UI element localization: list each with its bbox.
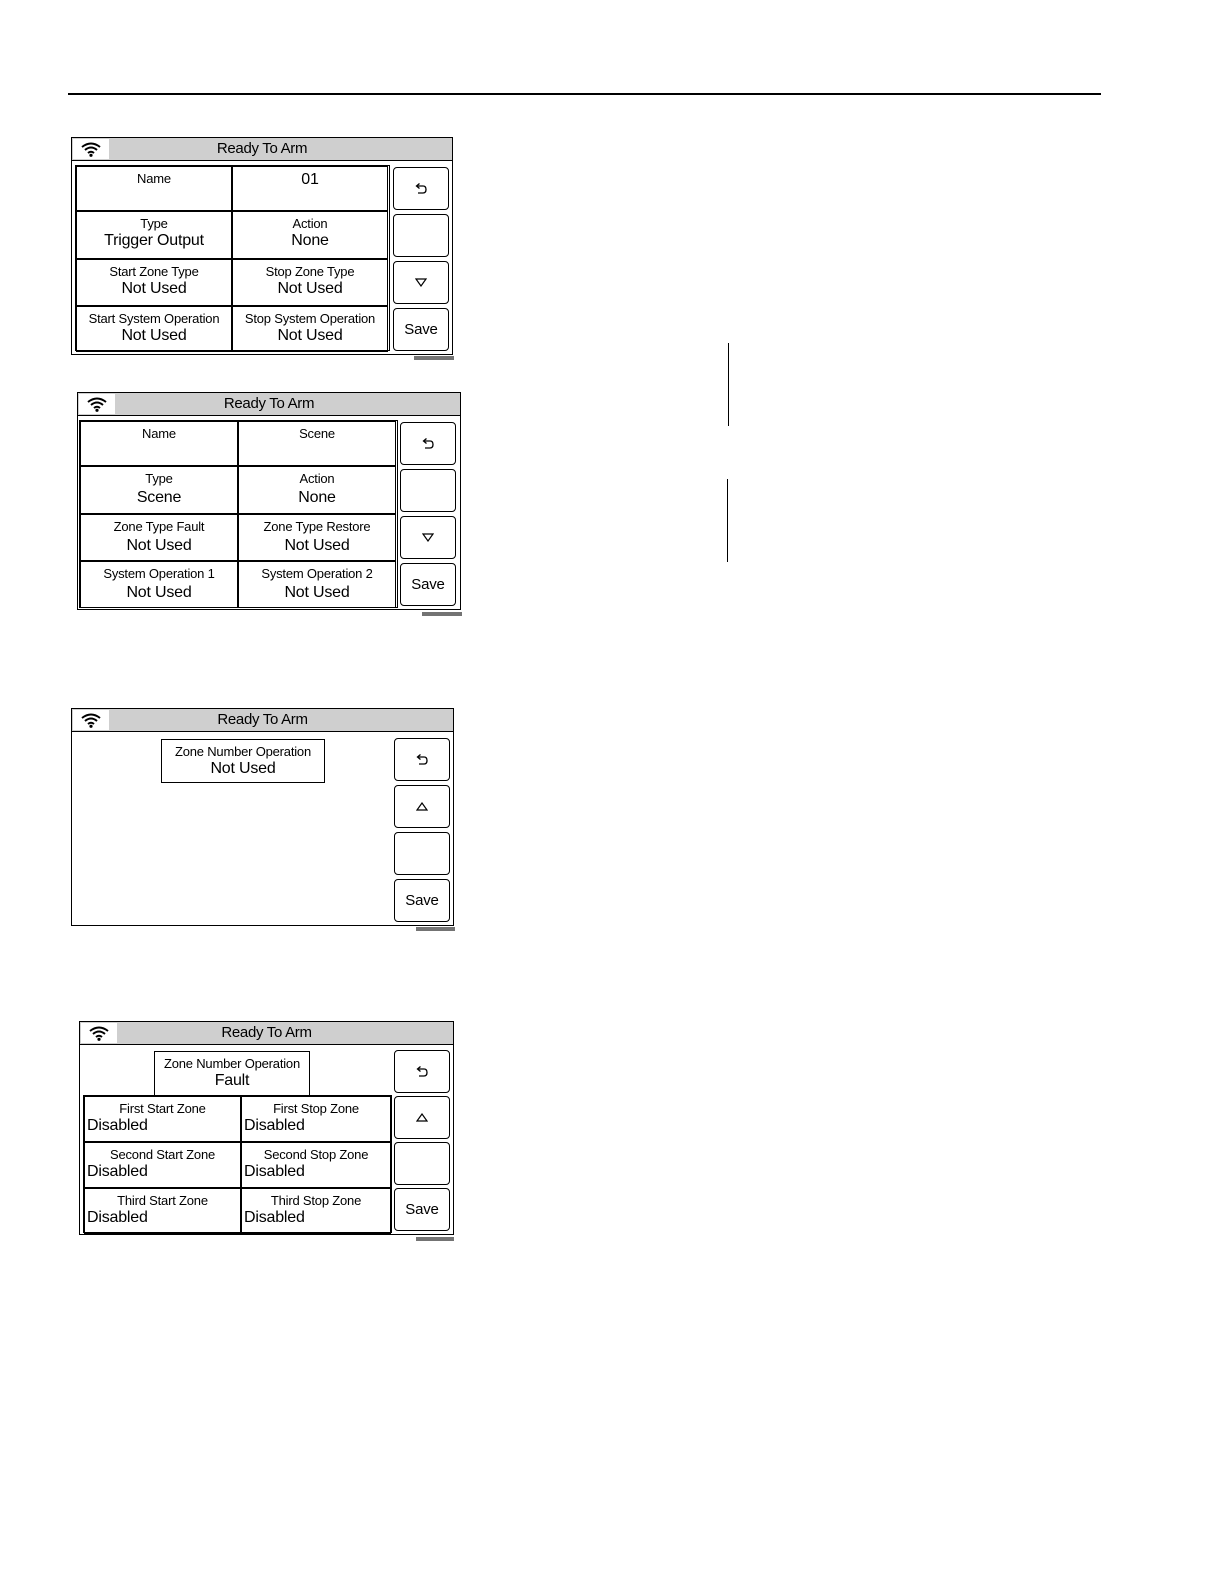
third-stop-zone-field[interactable]: Third Stop Zone Disabled [241, 1188, 391, 1234]
action-field[interactable]: Action None [238, 466, 396, 514]
keypad-screen-trigger-output [71, 137, 453, 355]
stop-system-operation-field[interactable]: Stop System Operation Not Used [232, 306, 388, 352]
save-button[interactable]: Save [400, 563, 456, 606]
save-button[interactable]: Save [393, 308, 449, 351]
scroll-down-button[interactable] [400, 516, 456, 559]
second-start-zone-field[interactable]: Second Start Zone Disabled [84, 1142, 241, 1188]
zone-number-operation-field[interactable]: Zone Number Operation Not Used [161, 739, 325, 783]
name-value-field[interactable]: 01 [232, 166, 388, 211]
zone-number-operation-field[interactable]: Zone Number Operation Fault [154, 1051, 310, 1095]
back-arrow-icon [421, 438, 435, 450]
type-field[interactable]: Type Scene [80, 466, 238, 514]
triangle-up-icon [416, 1113, 428, 1122]
back-button[interactable] [400, 422, 456, 465]
action-field[interactable]: Action None [232, 211, 388, 259]
figure-id-mark [414, 356, 454, 360]
back-arrow-icon [414, 183, 428, 195]
page-title: Ready To Arm [216, 140, 308, 157]
start-zone-type-field[interactable]: Start Zone Type Not Used [76, 259, 232, 306]
scroll-down-button[interactable] [393, 261, 449, 304]
blank-button[interactable] [394, 832, 450, 875]
triangle-down-icon [415, 278, 427, 287]
blank-button[interactable] [394, 1142, 450, 1185]
keypad-screen-zone-fault [79, 1021, 454, 1235]
name-value-field[interactable]: Scene [238, 421, 396, 466]
settings-grid [75, 165, 390, 351]
zone-settings-grid [83, 1095, 392, 1233]
blank-button[interactable] [393, 214, 449, 257]
back-button[interactable] [394, 738, 450, 781]
status-bar [80, 1022, 453, 1045]
back-button[interactable] [393, 167, 449, 210]
system-operation-2-field[interactable]: System Operation 2 Not Used [238, 561, 396, 608]
save-button[interactable]: Save [394, 879, 450, 922]
first-start-zone-field[interactable]: First Start Zone Disabled [84, 1096, 241, 1142]
change-bar [727, 479, 728, 562]
type-field[interactable]: Type Trigger Output [76, 211, 232, 259]
system-operation-1-field[interactable]: System Operation 1 Not Used [80, 561, 238, 608]
triangle-down-icon [422, 533, 434, 542]
save-button[interactable]: Save [394, 1188, 450, 1231]
status-bar [72, 138, 452, 161]
zone-type-restore-field[interactable]: Zone Type Restore Not Used [238, 514, 396, 561]
page-title: Ready To Arm [217, 711, 308, 728]
status-bar [78, 393, 460, 416]
scroll-up-button[interactable] [394, 1096, 450, 1139]
figure-id-mark [416, 1237, 454, 1241]
status-bar [72, 709, 453, 732]
zone-type-fault-field[interactable]: Zone Type Fault Not Used [80, 514, 238, 561]
back-button[interactable] [394, 1050, 450, 1093]
keypad-screen-scene [77, 392, 461, 610]
triangle-up-icon [416, 802, 428, 811]
page-title: Ready To Arm [221, 1024, 312, 1041]
name-field[interactable]: Name [76, 166, 232, 211]
start-system-operation-field[interactable]: Start System Operation Not Used [76, 306, 232, 352]
figure-id-mark [422, 612, 462, 616]
change-bar [728, 343, 729, 426]
back-arrow-icon [415, 1066, 429, 1078]
third-start-zone-field[interactable]: Third Start Zone Disabled [84, 1188, 241, 1234]
settings-grid [79, 420, 398, 608]
back-arrow-icon [415, 754, 429, 766]
name-field[interactable]: Name [80, 421, 238, 466]
first-stop-zone-field[interactable]: First Stop Zone Disabled [241, 1096, 391, 1142]
keypad-screen-zone-operation [71, 708, 454, 926]
scroll-up-button[interactable] [394, 785, 450, 828]
stop-zone-type-field[interactable]: Stop Zone Type Not Used [232, 259, 388, 306]
figure-id-mark [416, 927, 455, 931]
second-stop-zone-field[interactable]: Second Stop Zone Disabled [241, 1142, 391, 1188]
top-rule [68, 93, 1101, 95]
blank-button[interactable] [400, 469, 456, 512]
page-title: Ready To Arm [223, 395, 315, 412]
